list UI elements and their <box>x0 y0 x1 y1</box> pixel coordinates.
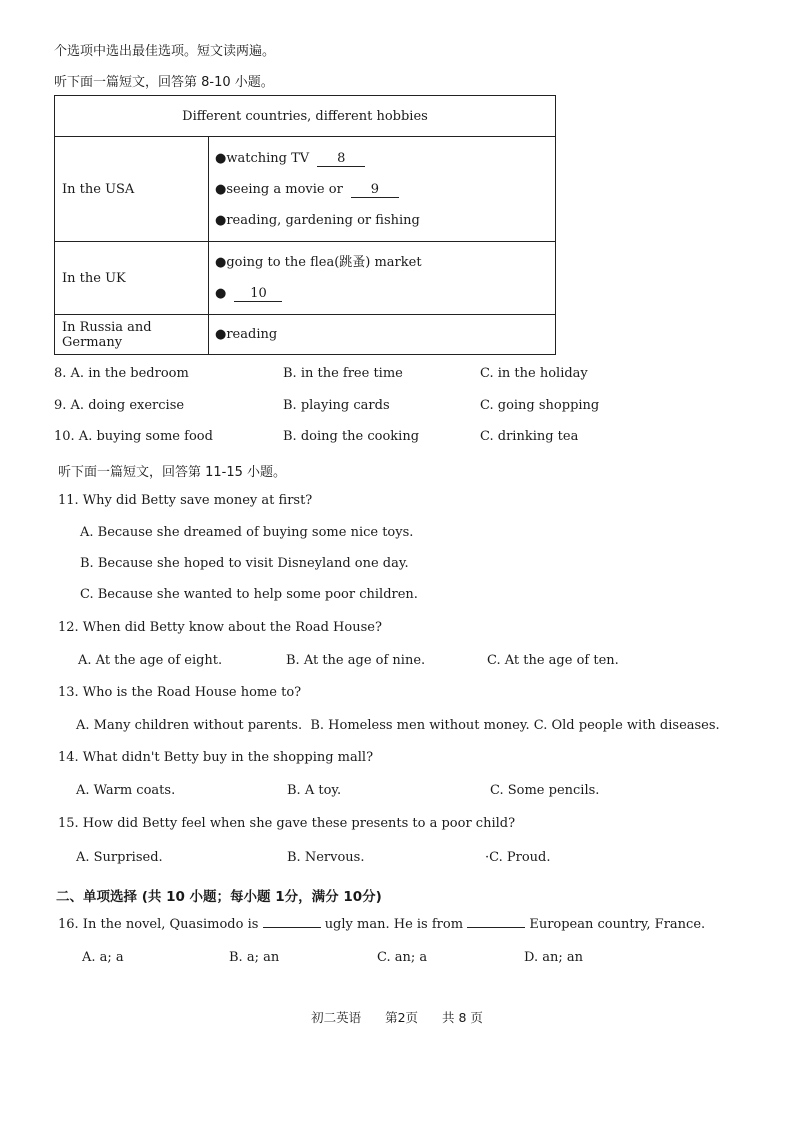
russia-germany-items <box>209 315 556 355</box>
q16-blank-1 <box>263 915 321 928</box>
country-russia-germany: In Russia and Germany <box>55 315 209 355</box>
q12-option-a: A. At the age of eight. <box>78 653 223 668</box>
q8-option-c: C. in the holiday <box>480 366 588 381</box>
q9-option-a: 9. A. doing exercise <box>54 398 185 413</box>
usa-item-1 <box>215 143 554 174</box>
footer-subject: 初二英语 <box>311 1010 362 1025</box>
q16-option-d: D. an; an <box>524 950 583 965</box>
usa-item-2 <box>215 174 554 205</box>
q12-option-c: C. At the age of ten. <box>487 653 619 668</box>
q16-option-a: A. a; a <box>82 950 124 965</box>
uk-items <box>209 242 556 315</box>
table-title: Different countries, different hobbies <box>55 96 556 137</box>
instruction-line: 个选项中选出最佳选项。短文读两遍。 <box>54 44 276 59</box>
q8-option-a: 8. A. in the bedroom <box>54 366 189 381</box>
uk-item-2-bullet: ● <box>215 286 227 301</box>
q14-option-c: C. Some pencils. <box>490 783 600 798</box>
q14-stem: 14. What didn't Betty buy in the shopping mall? <box>58 750 374 765</box>
q10-option-a: 10. A. buying some food <box>54 429 213 444</box>
q15-option-b: B. Nervous. <box>287 850 365 865</box>
passage-instruction-11-15: 听下面一篇短文，回答第 11-15 小题。 <box>58 465 287 480</box>
q15-option-a: A. Surprised. <box>76 850 163 865</box>
blank-8: 8 <box>317 152 365 167</box>
q16-option-b: B. a; an <box>229 950 280 965</box>
q16-blank-2 <box>467 915 525 928</box>
uk-item-2 <box>215 278 554 309</box>
q11-stem: 11. Why did Betty save money at first? <box>58 493 313 508</box>
q16-option-c: C. an; a <box>377 950 428 965</box>
section-2-heading: 二、单项选择 (共 10 小题；每小题 1分，满分 10分) <box>56 889 382 905</box>
q14-option-b: B. A toy. <box>287 783 342 798</box>
q16-stem-part3: European country, France. <box>529 917 706 932</box>
q15-stem: 15. How did Betty feel when she gave these presents to a poor child? <box>58 816 516 831</box>
q16-stem-part1: 16. In the novel, Quasimodo is <box>58 917 259 932</box>
q9-option-c: C. going shopping <box>480 398 600 413</box>
blank-9: 9 <box>351 183 399 198</box>
q10-option-b: B. doing the cooking <box>283 429 420 444</box>
country-uk: In the UK <box>55 242 209 315</box>
hobbies-table <box>54 95 556 355</box>
q12-option-b: B. At the age of nine. <box>286 653 426 668</box>
footer-page: 第2页 <box>385 1010 419 1025</box>
country-usa: In the USA <box>55 137 209 242</box>
russia-item-1: ●reading <box>215 327 278 342</box>
passage-instruction-8-10: 听下面一篇短文，回答第 8-10 小题。 <box>54 75 274 90</box>
q16-stem <box>58 915 705 932</box>
usa-item-2-text: ●seeing a movie or <box>215 181 343 197</box>
usa-item-3: ●reading, gardening or fishing <box>215 212 420 228</box>
q11-option-a: A. Because she dreamed of buying some nice toys. <box>80 525 414 540</box>
q11-option-c: C. Because she wanted to help some poor children. <box>80 587 418 602</box>
q16-stem-part2: ugly man. He is from <box>324 917 464 932</box>
page-footer <box>0 1008 794 1026</box>
q8-option-b: B. in the free time <box>283 366 403 381</box>
uk-item-1: ●going to the flea(跳蚤) market <box>215 255 422 270</box>
q12-stem: 12. When did Betty know about the Road House? <box>58 620 382 635</box>
q13-stem: 13. Who is the Road House home to? <box>58 685 302 700</box>
usa-item-1-text: ●watching TV <box>215 150 310 166</box>
usa-items <box>209 137 556 242</box>
blank-10: 10 <box>234 287 282 302</box>
q15-option-c: ·C. Proud. <box>485 850 551 865</box>
q11-option-b: B. Because she hoped to visit Disneyland one day. <box>80 556 409 571</box>
footer-total: 共 8 页 <box>442 1010 483 1025</box>
q9-option-b: B. playing cards <box>283 398 390 413</box>
q13-options: A. Many children without parents. B. Homeless men without money. C. Old people with diseases. <box>76 718 720 733</box>
q14-option-a: A. Warm coats. <box>76 783 176 798</box>
q10-option-c: C. drinking tea <box>480 429 579 444</box>
